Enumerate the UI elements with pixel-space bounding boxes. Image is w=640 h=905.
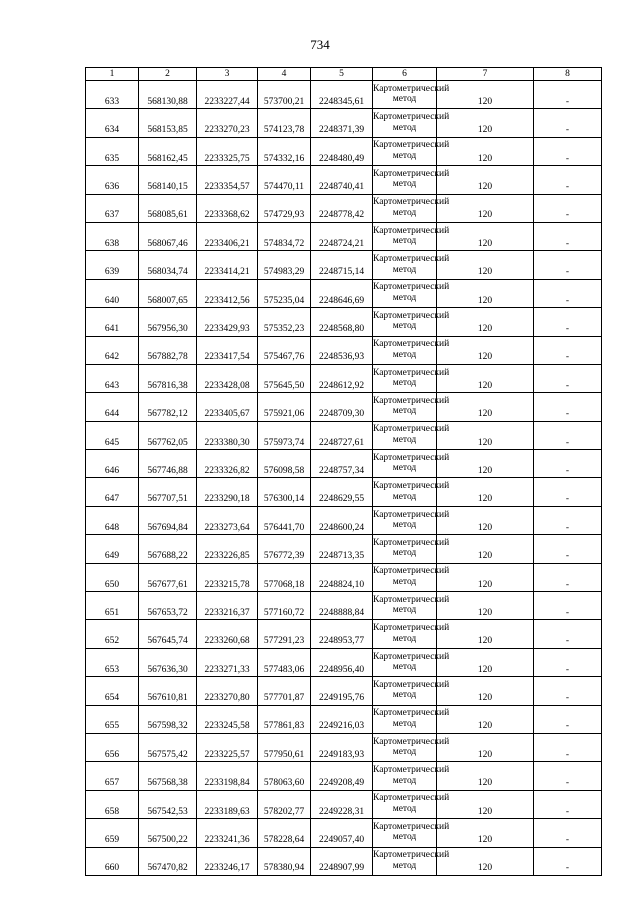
method-cell: Картометрический метод [373, 222, 437, 250]
method-cell: Картометрический метод [373, 478, 437, 506]
method-cell: Картометрический метод [373, 847, 437, 875]
note-cell: - [534, 592, 602, 620]
note-cell: - [534, 790, 602, 818]
x2-cell: 577701,87 [258, 677, 311, 705]
x1-cell: 567598,32 [139, 705, 197, 733]
x2-cell: 576441,70 [258, 506, 311, 534]
y1-cell: 2233189,63 [197, 790, 258, 818]
table-row [86, 762, 602, 790]
y2-cell: 2249216,03 [311, 705, 373, 733]
table-row [86, 819, 602, 847]
y2-cell: 2248757,34 [311, 450, 373, 478]
method-cell: Картометрический метод [373, 677, 437, 705]
x2-cell: 574834,72 [258, 222, 311, 250]
accuracy-cell: 120 [437, 790, 534, 818]
x1-cell: 567470,82 [139, 847, 197, 875]
note-cell: - [534, 819, 602, 847]
y2-cell: 2248345,61 [311, 81, 373, 109]
table-row [86, 336, 602, 364]
y2-cell: 2248778,42 [311, 194, 373, 222]
x1-cell: 567568,38 [139, 762, 197, 790]
method-cell: Картометрический метод [373, 393, 437, 421]
point-number-cell: 638 [86, 222, 139, 250]
x2-cell: 577068,18 [258, 563, 311, 591]
y1-cell: 2233273,64 [197, 506, 258, 534]
note-cell: - [534, 393, 602, 421]
y2-cell: 2249208,49 [311, 762, 373, 790]
y1-cell: 2233226,85 [197, 535, 258, 563]
point-number-cell: 644 [86, 393, 139, 421]
x2-cell: 573700,21 [258, 81, 311, 109]
x1-cell: 568153,85 [139, 109, 197, 137]
y1-cell: 2233245,58 [197, 705, 258, 733]
accuracy-cell: 120 [437, 222, 534, 250]
method-cell: Картометрический метод [373, 620, 437, 648]
x1-cell: 567746,88 [139, 450, 197, 478]
note-cell: - [534, 705, 602, 733]
column-header: 5 [311, 68, 373, 81]
point-number-cell: 658 [86, 790, 139, 818]
accuracy-cell: 120 [437, 592, 534, 620]
y2-cell: 2249183,93 [311, 733, 373, 761]
y1-cell: 2233412,56 [197, 279, 258, 307]
y2-cell: 2248709,30 [311, 393, 373, 421]
accuracy-cell: 120 [437, 847, 534, 875]
column-header: 4 [258, 68, 311, 81]
y2-cell: 2248646,69 [311, 279, 373, 307]
x1-cell: 567500,22 [139, 819, 197, 847]
table-row [86, 705, 602, 733]
method-cell: Картометрический метод [373, 705, 437, 733]
x1-cell: 568034,74 [139, 251, 197, 279]
y1-cell: 2233406,21 [197, 222, 258, 250]
y1-cell: 2233429,93 [197, 308, 258, 336]
note-cell: - [534, 450, 602, 478]
method-cell: Картометрический метод [373, 308, 437, 336]
x1-cell: 567882,78 [139, 336, 197, 364]
point-number-cell: 646 [86, 450, 139, 478]
method-cell: Картометрический метод [373, 819, 437, 847]
accuracy-cell: 120 [437, 109, 534, 137]
table-row [86, 308, 602, 336]
point-number-cell: 659 [86, 819, 139, 847]
accuracy-cell: 120 [437, 251, 534, 279]
column-header: 1 [86, 68, 139, 81]
x2-cell: 576772,39 [258, 535, 311, 563]
accuracy-cell: 120 [437, 450, 534, 478]
column-header: 8 [534, 68, 602, 81]
x1-cell: 567707,51 [139, 478, 197, 506]
accuracy-cell: 120 [437, 677, 534, 705]
method-cell: Картометрический метод [373, 648, 437, 676]
x2-cell: 574470,11 [258, 166, 311, 194]
table-body [86, 81, 602, 876]
x2-cell: 575921,06 [258, 393, 311, 421]
y2-cell: 2248612,92 [311, 364, 373, 392]
note-cell: - [534, 677, 602, 705]
accuracy-cell: 120 [437, 336, 534, 364]
column-header: 2 [139, 68, 197, 81]
x2-cell: 578380,94 [258, 847, 311, 875]
point-number-cell: 647 [86, 478, 139, 506]
x1-cell: 567688,22 [139, 535, 197, 563]
point-number-cell: 643 [86, 364, 139, 392]
y2-cell: 2248956,40 [311, 648, 373, 676]
y1-cell: 2233428,08 [197, 364, 258, 392]
y2-cell: 2249228,31 [311, 790, 373, 818]
y1-cell: 2233246,17 [197, 847, 258, 875]
accuracy-cell: 120 [437, 705, 534, 733]
y1-cell: 2233225,57 [197, 733, 258, 761]
x2-cell: 578063,60 [258, 762, 311, 790]
table-row [86, 166, 602, 194]
point-number-cell: 651 [86, 592, 139, 620]
table-row [86, 733, 602, 761]
method-cell: Картометрический метод [373, 81, 437, 109]
y2-cell: 2248480,49 [311, 137, 373, 165]
point-number-cell: 635 [86, 137, 139, 165]
method-cell: Картометрический метод [373, 279, 437, 307]
x1-cell: 567956,30 [139, 308, 197, 336]
note-cell: - [534, 478, 602, 506]
note-cell: - [534, 762, 602, 790]
table-row [86, 81, 602, 109]
x2-cell: 574332,16 [258, 137, 311, 165]
accuracy-cell: 120 [437, 478, 534, 506]
y1-cell: 2233414,21 [197, 251, 258, 279]
x2-cell: 576098,58 [258, 450, 311, 478]
x1-cell: 567636,30 [139, 648, 197, 676]
accuracy-cell: 120 [437, 364, 534, 392]
note-cell: - [534, 166, 602, 194]
x1-cell: 568140,15 [139, 166, 197, 194]
note-cell: - [534, 733, 602, 761]
note-cell: - [534, 336, 602, 364]
x2-cell: 577950,61 [258, 733, 311, 761]
y2-cell: 2249057,40 [311, 819, 373, 847]
note-cell: - [534, 648, 602, 676]
table-row [86, 194, 602, 222]
method-cell: Картометрический метод [373, 733, 437, 761]
point-number-cell: 654 [86, 677, 139, 705]
y1-cell: 2233215,78 [197, 563, 258, 591]
table-row [86, 847, 602, 875]
table-row [86, 137, 602, 165]
y2-cell: 2248740,41 [311, 166, 373, 194]
point-number-cell: 660 [86, 847, 139, 875]
accuracy-cell: 120 [437, 279, 534, 307]
column-header: 6 [373, 68, 437, 81]
note-cell: - [534, 847, 602, 875]
x2-cell: 575352,23 [258, 308, 311, 336]
point-number-cell: 639 [86, 251, 139, 279]
y2-cell: 2248907,99 [311, 847, 373, 875]
x1-cell: 568130,88 [139, 81, 197, 109]
y2-cell: 2248371,39 [311, 109, 373, 137]
x1-cell: 567645,74 [139, 620, 197, 648]
point-number-cell: 640 [86, 279, 139, 307]
table-row [86, 421, 602, 449]
x2-cell: 575973,74 [258, 421, 311, 449]
point-number-cell: 641 [86, 308, 139, 336]
x2-cell: 576300,14 [258, 478, 311, 506]
point-number-cell: 634 [86, 109, 139, 137]
method-cell: Картометрический метод [373, 563, 437, 591]
table-row [86, 620, 602, 648]
y2-cell: 2248629,55 [311, 478, 373, 506]
accuracy-cell: 120 [437, 535, 534, 563]
note-cell: - [534, 222, 602, 250]
note-cell: - [534, 279, 602, 307]
x1-cell: 567542,53 [139, 790, 197, 818]
point-number-cell: 655 [86, 705, 139, 733]
y2-cell: 2248724,21 [311, 222, 373, 250]
table-row [86, 109, 602, 137]
table-row [86, 364, 602, 392]
table-row [86, 450, 602, 478]
note-cell: - [534, 620, 602, 648]
x1-cell: 567653,72 [139, 592, 197, 620]
column-header: 3 [197, 68, 258, 81]
table-row [86, 535, 602, 563]
y2-cell: 2248888,84 [311, 592, 373, 620]
point-number-cell: 652 [86, 620, 139, 648]
method-cell: Картометрический метод [373, 535, 437, 563]
accuracy-cell: 120 [437, 81, 534, 109]
y1-cell: 2233241,36 [197, 819, 258, 847]
y2-cell: 2248824,10 [311, 563, 373, 591]
method-cell: Картометрический метод [373, 251, 437, 279]
point-number-cell: 657 [86, 762, 139, 790]
x1-cell: 567575,42 [139, 733, 197, 761]
y1-cell: 2233270,23 [197, 109, 258, 137]
point-number-cell: 649 [86, 535, 139, 563]
y2-cell: 2248715,14 [311, 251, 373, 279]
x2-cell: 575645,50 [258, 364, 311, 392]
y2-cell: 2248536,93 [311, 336, 373, 364]
x2-cell: 578228,64 [258, 819, 311, 847]
y1-cell: 2233260,68 [197, 620, 258, 648]
x2-cell: 575467,76 [258, 336, 311, 364]
y1-cell: 2233405,67 [197, 393, 258, 421]
x1-cell: 568007,65 [139, 279, 197, 307]
table-row [86, 677, 602, 705]
method-cell: Картометрический метод [373, 194, 437, 222]
method-cell: Картометрический метод [373, 790, 437, 818]
column-header: 7 [437, 68, 534, 81]
method-cell: Картометрический метод [373, 506, 437, 534]
method-cell: Картометрический метод [373, 137, 437, 165]
accuracy-cell: 120 [437, 620, 534, 648]
y1-cell: 2233271,33 [197, 648, 258, 676]
coordinates-table [85, 67, 602, 876]
table-row [86, 790, 602, 818]
x2-cell: 578202,77 [258, 790, 311, 818]
x2-cell: 574729,93 [258, 194, 311, 222]
note-cell: - [534, 251, 602, 279]
point-number-cell: 636 [86, 166, 139, 194]
point-number-cell: 637 [86, 194, 139, 222]
note-cell: - [534, 308, 602, 336]
x2-cell: 577861,83 [258, 705, 311, 733]
note-cell: - [534, 109, 602, 137]
accuracy-cell: 120 [437, 648, 534, 676]
method-cell: Картометрический метод [373, 336, 437, 364]
note-cell: - [534, 563, 602, 591]
x2-cell: 574983,29 [258, 251, 311, 279]
method-cell: Картометрический метод [373, 450, 437, 478]
y1-cell: 2233270,80 [197, 677, 258, 705]
page-number: 734 [310, 37, 330, 52]
note-cell: - [534, 364, 602, 392]
x1-cell: 567677,61 [139, 563, 197, 591]
note-cell: - [534, 81, 602, 109]
y1-cell: 2233198,84 [197, 762, 258, 790]
x1-cell: 567610,81 [139, 677, 197, 705]
accuracy-cell: 120 [437, 733, 534, 761]
table-row [86, 279, 602, 307]
accuracy-cell: 120 [437, 393, 534, 421]
y1-cell: 2233227,44 [197, 81, 258, 109]
y1-cell: 2233216,37 [197, 592, 258, 620]
accuracy-cell: 120 [437, 506, 534, 534]
table-row [86, 478, 602, 506]
table-row [86, 222, 602, 250]
point-number-cell: 648 [86, 506, 139, 534]
x2-cell: 577291,23 [258, 620, 311, 648]
note-cell: - [534, 506, 602, 534]
accuracy-cell: 120 [437, 137, 534, 165]
point-number-cell: 656 [86, 733, 139, 761]
x2-cell: 575235,04 [258, 279, 311, 307]
note-cell: - [534, 535, 602, 563]
accuracy-cell: 120 [437, 819, 534, 847]
accuracy-cell: 120 [437, 194, 534, 222]
table-row [86, 592, 602, 620]
method-cell: Картометрический метод [373, 421, 437, 449]
point-number-cell: 642 [86, 336, 139, 364]
accuracy-cell: 120 [437, 308, 534, 336]
y1-cell: 2233368,62 [197, 194, 258, 222]
table-row [86, 563, 602, 591]
table-row [86, 506, 602, 534]
y2-cell: 2248953,77 [311, 620, 373, 648]
x1-cell: 567782,12 [139, 393, 197, 421]
y1-cell: 2233326,82 [197, 450, 258, 478]
x1-cell: 568067,46 [139, 222, 197, 250]
x1-cell: 568162,45 [139, 137, 197, 165]
x1-cell: 568085,61 [139, 194, 197, 222]
y2-cell: 2248600,24 [311, 506, 373, 534]
y2-cell: 2248727,61 [311, 421, 373, 449]
x1-cell: 567816,38 [139, 364, 197, 392]
table-row [86, 648, 602, 676]
note-cell: - [534, 421, 602, 449]
x2-cell: 577160,72 [258, 592, 311, 620]
x2-cell: 574123,78 [258, 109, 311, 137]
y1-cell: 2233290,18 [197, 478, 258, 506]
accuracy-cell: 120 [437, 421, 534, 449]
point-number-cell: 650 [86, 563, 139, 591]
y1-cell: 2233354,57 [197, 166, 258, 194]
method-cell: Картометрический метод [373, 166, 437, 194]
y2-cell: 2248713,35 [311, 535, 373, 563]
y1-cell: 2233325,75 [197, 137, 258, 165]
point-number-cell: 633 [86, 81, 139, 109]
method-cell: Картометрический метод [373, 109, 437, 137]
note-cell: - [534, 137, 602, 165]
point-number-cell: 645 [86, 421, 139, 449]
method-cell: Картометрический метод [373, 364, 437, 392]
table-row [86, 393, 602, 421]
y1-cell: 2233417,54 [197, 336, 258, 364]
accuracy-cell: 120 [437, 563, 534, 591]
method-cell: Картометрический метод [373, 762, 437, 790]
x1-cell: 567694,84 [139, 506, 197, 534]
y2-cell: 2249195,76 [311, 677, 373, 705]
table-header-row [86, 68, 602, 81]
method-cell: Картометрический метод [373, 592, 437, 620]
x1-cell: 567762,05 [139, 421, 197, 449]
note-cell: - [534, 194, 602, 222]
accuracy-cell: 120 [437, 166, 534, 194]
point-number-cell: 653 [86, 648, 139, 676]
table-row [86, 251, 602, 279]
y1-cell: 2233380,30 [197, 421, 258, 449]
accuracy-cell: 120 [437, 762, 534, 790]
y2-cell: 2248568,80 [311, 308, 373, 336]
x2-cell: 577483,06 [258, 648, 311, 676]
